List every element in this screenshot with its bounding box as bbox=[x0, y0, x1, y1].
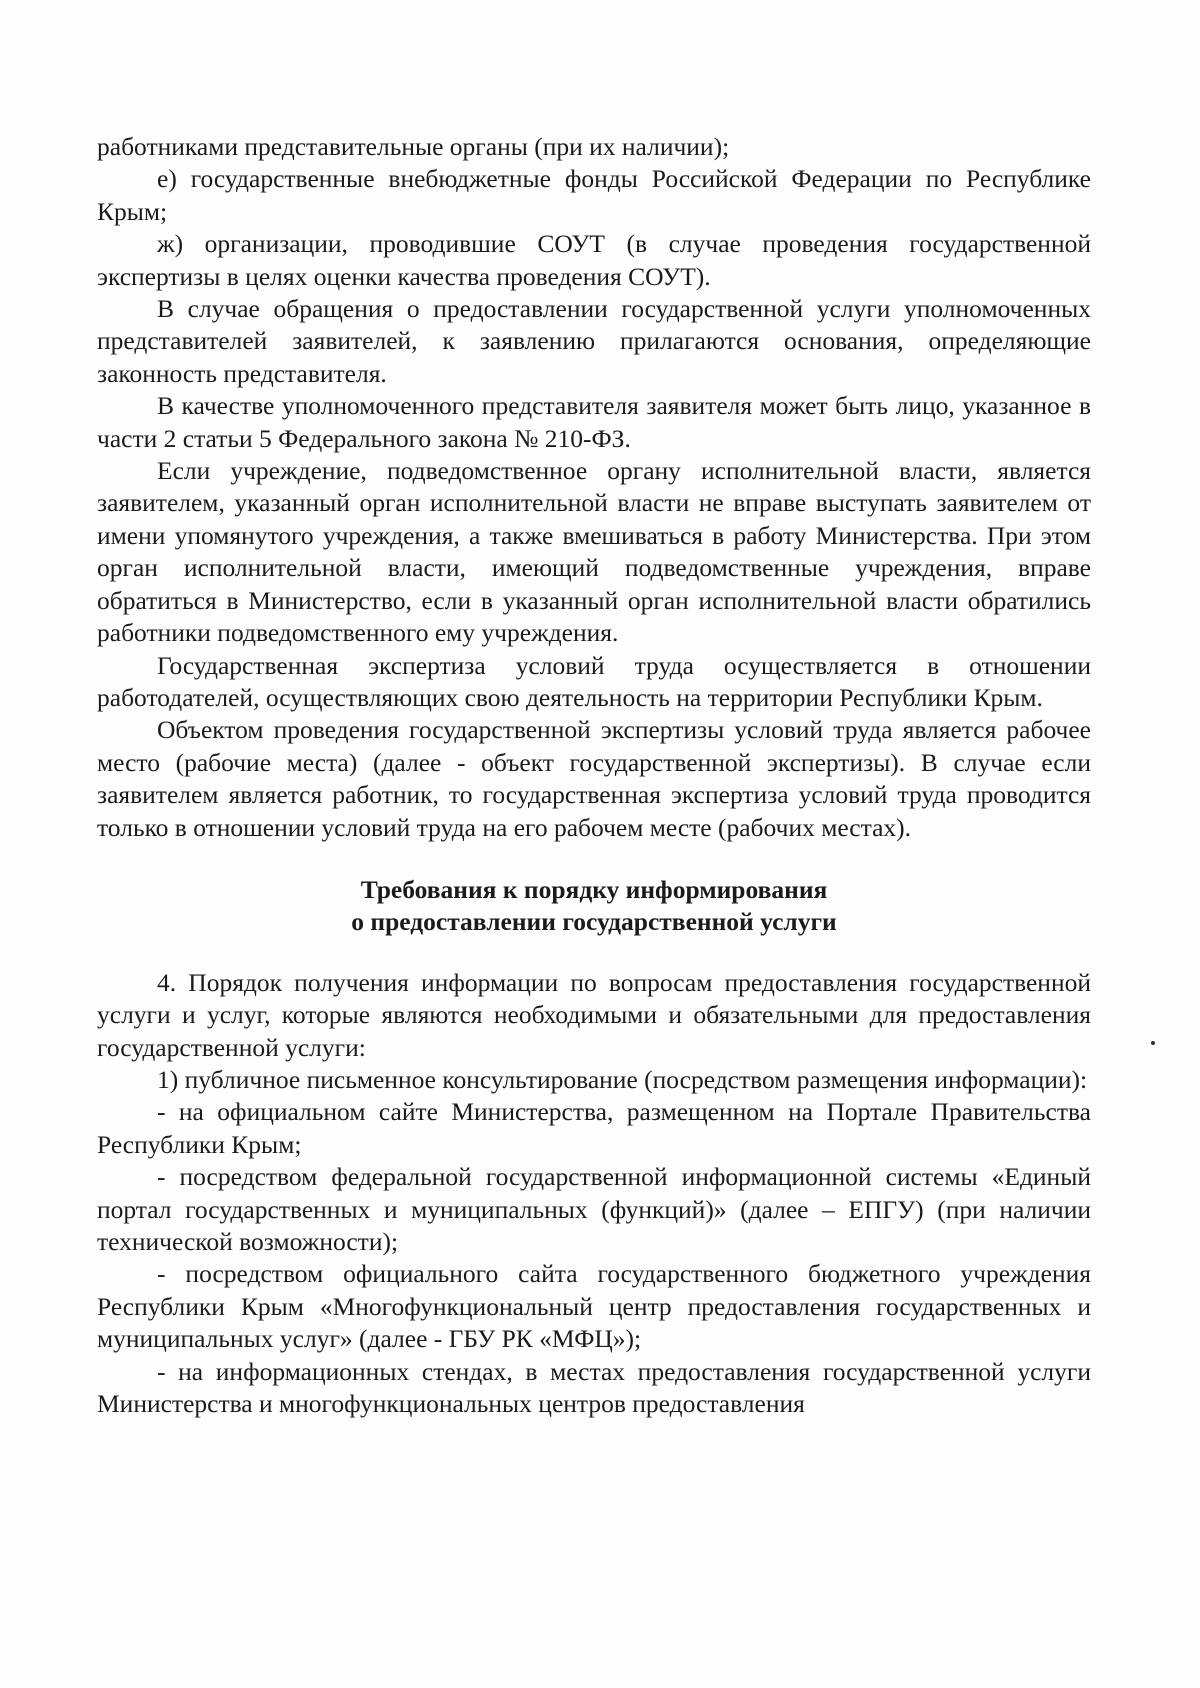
scan-speck bbox=[1151, 1041, 1155, 1045]
paragraph: Если учреждение, подведомственное органу исполнительной власти, является заявителем, указанный орган исполнительной власти не вправе выступать заявителем от имени упомянутого учреждения, а также вмешиваться в работу Министерства. При этом орган исполнительной власти, имеющий подведомственные учреждения, вправе обратиться в Министерство, если в указанный орган исполнительной власти обратились работники подведомственного ему учреждения. bbox=[97, 456, 1091, 648]
section-heading-line-2: о предоставлении государственной услуги bbox=[351, 907, 837, 937]
paragraph: работниками представительные органы (при их наличии); bbox=[97, 132, 730, 161]
paragraph: Государственная экспертиза условий труда осуществляется в отношении работодателей, осуществляющих свою деятельность на территории Республики Крым. bbox=[97, 650, 1091, 712]
section-heading-line-1: Требования к порядку информирования bbox=[360, 874, 828, 904]
paragraph: В качестве уполномоченного представителя заявителя может быть лицо, указанное в части 2 статьи 5 Федерального закона № 210-ФЗ. bbox=[97, 391, 1091, 453]
paragraph: 4. Порядок получения информации по вопросам предоставления государственной услуги и услуг, которые являются необходимыми и обязательными для предоставления государственной услуги: bbox=[97, 967, 1091, 1062]
paragraph: В случае обращения о предоставлении государственной услуги уполномоченных представителей заявителей, к заявлению прилагаются основания, определяющие законность представителя. bbox=[97, 294, 1091, 388]
paragraph: Объектом проведения государственной экспертизы условий труда является рабочее место (рабочие места) (далее - объект государственной экспертизы). В случае если заявителем является работник, то государственная экспертиза условий труда проводится только в отношении условий труда на его рабочем месте (рабочих местах). bbox=[97, 715, 1091, 842]
paragraph: - посредством федеральной государственной информационной системы «Единый портал государственных и муниципальных (функций)» (далее – ЕПГУ) (при наличии технической возможности); bbox=[97, 1162, 1091, 1256]
paragraph: - на официальном сайте Министерства, размещенном на Портале Правительства Республики Крым; bbox=[97, 1097, 1091, 1159]
document-body bbox=[97, 131, 1091, 1420]
section-heading bbox=[97, 874, 1091, 939]
paragraph: - посредством официального сайта государственного бюджетного учреждения Республики Крым «Многофункциональный центр предоставления государственных и муниципальных услуг» (далее - ГБУ РК «МФЦ»); bbox=[97, 1259, 1091, 1354]
paragraph: ж) организации, проводившие СОУТ (в случае проведения государственной экспертизы в целях оценки качества проведения СОУТ). bbox=[97, 229, 1091, 291]
paragraph: е) государственные внебюджетные фонды Российской Федерации по Республике Крым; bbox=[97, 164, 1091, 226]
paragraph: - на информационных стендах, в местах предоставления государственной услуги Министерства и многофункциональных центров предоставления bbox=[97, 1356, 1091, 1419]
paragraph: 1) публичное письменное консультирование (посредством размещения информации): bbox=[157, 1064, 1088, 1094]
